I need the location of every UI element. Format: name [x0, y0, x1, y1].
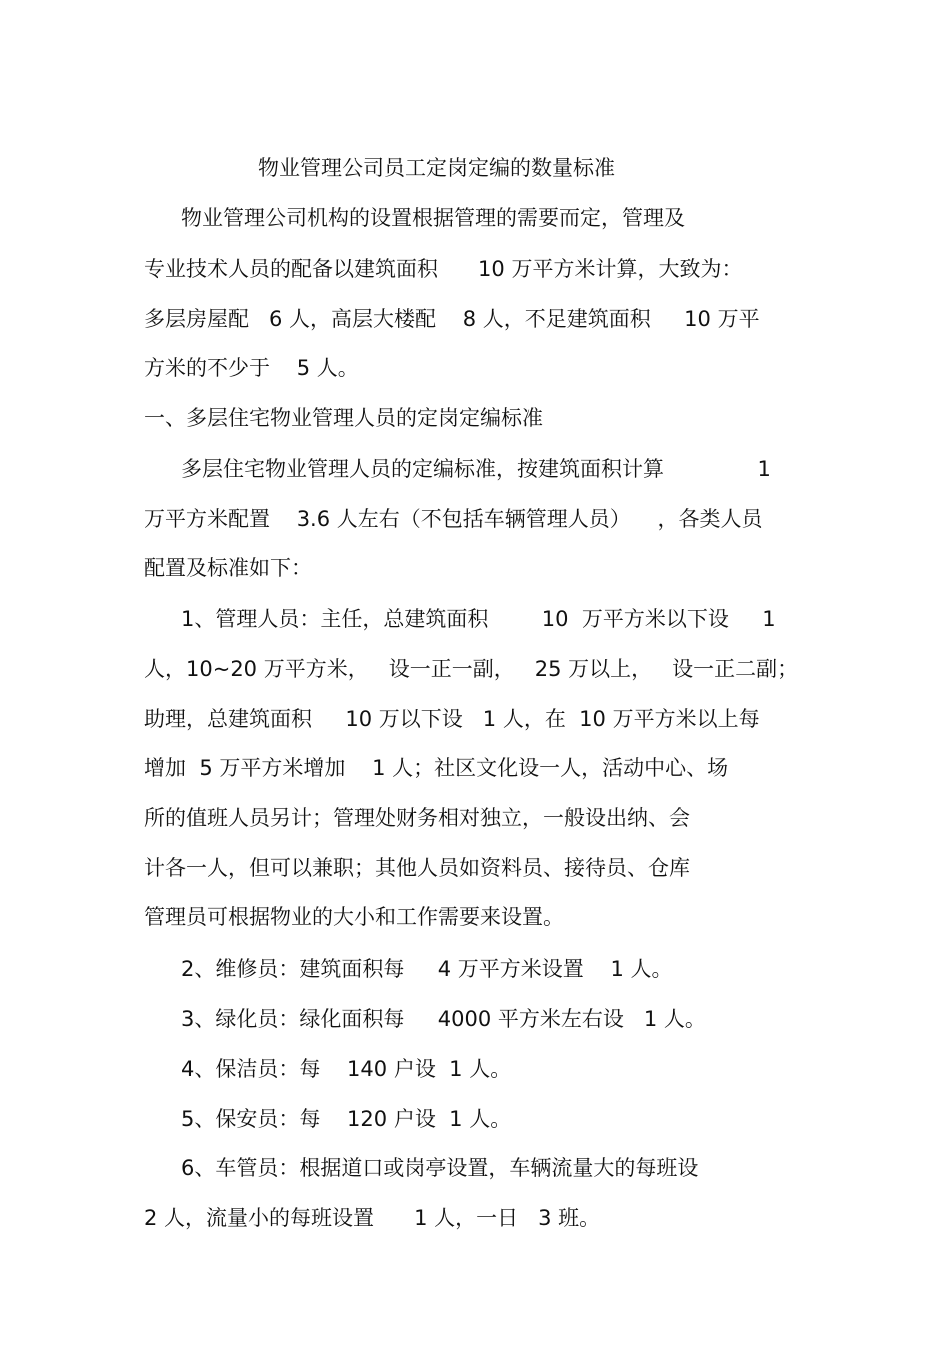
paragraph-line: 助理，总建筑面积 10 万以下设 1 人，在 10 万平方米以上每 — [144, 707, 760, 731]
list-item: 6、车管员：根据道口或岗亭设置，车辆流量大的每班设 — [181, 1156, 699, 1180]
paragraph-line: 多层房屋配 6 人，高层大楼配 8 人，不足建筑面积 10 万平 — [144, 307, 760, 331]
paragraph-line: 配置及标准如下： — [144, 556, 312, 580]
paragraph-line: 方米的不少于 5 人。 — [144, 356, 359, 380]
paragraph-line: 专业技术人员的配备以建筑面积 10 万平方米计算，大致为： — [144, 257, 743, 281]
paragraph-line: 管理员可根据物业的大小和工作需要来设置。 — [144, 905, 564, 929]
paragraph-line: 2 人，流量小的每班设置 1 人，一日 3 班。 — [144, 1206, 601, 1230]
list-item: 2、维修员：建筑面积每 4 万平方米设置 1 人。 — [181, 957, 673, 981]
list-item: 3、绿化员：绿化面积每 4000 平方米左右设 1 人。 — [181, 1007, 706, 1031]
paragraph-line: 人，10~20 万平方米， 设一正一副， 25 万以上， 设一正二副； — [144, 657, 799, 681]
paragraph-line: 所的值班人员另计；管理处财务相对独立，一般设出纳、会 — [144, 806, 690, 830]
paragraph-line: 物业管理公司机构的设置根据管理的需要而定，管理及 — [181, 206, 685, 230]
document-title: 物业管理公司员工定岗定编的数量标准 — [258, 156, 615, 180]
list-item: 5、保安员：每 120 户设 1 人。 — [181, 1107, 512, 1131]
section-heading: 一、多层住宅物业管理人员的定岗定编标准 — [144, 406, 543, 430]
list-item: 1、管理人员：主任，总建筑面积 10 万平方米以下设 1 — [181, 607, 776, 631]
list-item: 4、保洁员：每 140 户设 1 人。 — [181, 1057, 512, 1081]
paragraph-line: 计各一人，但可以兼职；其他人员如资料员、接待员、仓库 — [144, 856, 690, 880]
paragraph-line: 多层住宅物业管理人员的定编标准，按建筑面积计算 1 — [181, 457, 771, 481]
paragraph-line: 增加 5 万平方米增加 1 人；社区文化设一人，活动中心、场 — [144, 756, 729, 780]
paragraph-line: 万平方米配置 3.6 人左右（不包括车辆管理人员） ，各类人员 — [144, 507, 763, 531]
